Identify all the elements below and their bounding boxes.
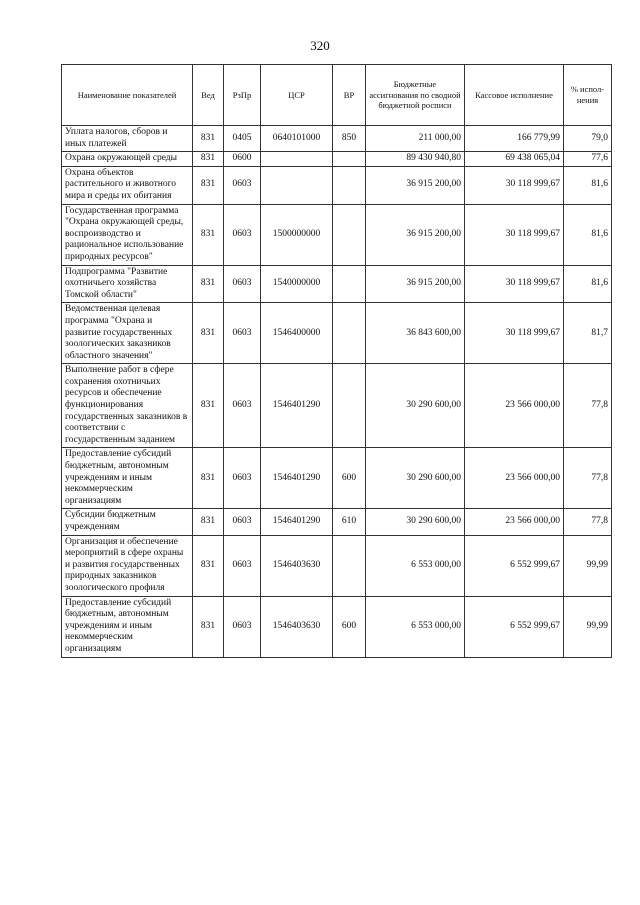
header-budget: Бюджетные ассигнования по сводной бюджетной росписи	[366, 65, 465, 126]
row-csr: 1546403630	[261, 535, 333, 596]
row-vr: 850	[333, 126, 366, 152]
row-ved: 831	[193, 152, 224, 167]
row-pct: 99,99	[564, 596, 612, 657]
header-name: Наименование показателей	[62, 65, 193, 126]
table-row	[62, 265, 612, 303]
row-pct: 77,6	[564, 152, 612, 167]
row-cash: 6 552 999,67	[465, 535, 564, 596]
row-name: Выполнение работ в сфере сохранения охотничьих ресурсов и обеспечение функционирования государственных заказников в соответствии с государственным заданием	[62, 364, 193, 448]
row-pct: 81,6	[564, 166, 612, 204]
table-row	[62, 204, 612, 265]
row-vr	[333, 152, 366, 167]
row-budget: 6 553 000,00	[366, 535, 465, 596]
row-pct: 77,8	[564, 448, 612, 509]
row-csr: 1546401290	[261, 509, 333, 535]
row-budget: 36 843 600,00	[366, 303, 465, 364]
row-name: Подпрограмма "Развитие охотничьего хозяйства Томской области"	[62, 265, 193, 303]
row-vr	[333, 166, 366, 204]
row-csr	[261, 166, 333, 204]
row-pct: 77,8	[564, 364, 612, 448]
budget-table	[61, 64, 612, 658]
row-ved: 831	[193, 509, 224, 535]
row-cash: 69 438 065,04	[465, 152, 564, 167]
row-budget: 36 915 200,00	[366, 265, 465, 303]
row-rzpr: 0600	[224, 152, 261, 167]
row-csr: 1546401290	[261, 448, 333, 509]
row-csr	[261, 152, 333, 167]
row-cash: 23 566 000,00	[465, 448, 564, 509]
row-csr: 0640101000	[261, 126, 333, 152]
row-rzpr: 0603	[224, 364, 261, 448]
row-csr: 1500000000	[261, 204, 333, 265]
row-cash: 30 118 999,67	[465, 265, 564, 303]
table-row	[62, 166, 612, 204]
table-row	[62, 509, 612, 535]
row-budget: 6 553 000,00	[366, 596, 465, 657]
header-rzpr: РзПр	[224, 65, 261, 126]
row-name: Предоставление субсидий бюджетным, автономным учреждениям и иным некоммерческим организациям	[62, 448, 193, 509]
row-csr: 1546401290	[261, 364, 333, 448]
row-vr	[333, 364, 366, 448]
table-row	[62, 364, 612, 448]
table-row	[62, 152, 612, 167]
row-cash: 166 779,99	[465, 126, 564, 152]
header-ved: Вед	[193, 65, 224, 126]
row-csr: 1546400000	[261, 303, 333, 364]
row-ved: 831	[193, 265, 224, 303]
header-pct: % испол-нения	[564, 65, 612, 126]
row-ved: 831	[193, 126, 224, 152]
row-ved: 831	[193, 204, 224, 265]
row-name: Охрана окружающей среды	[62, 152, 193, 167]
row-pct: 99,99	[564, 535, 612, 596]
row-name: Уплата налогов, сборов и иных платежей	[62, 126, 193, 152]
row-ved: 831	[193, 364, 224, 448]
row-budget: 211 000,00	[366, 126, 465, 152]
row-ved: 831	[193, 596, 224, 657]
header-row	[62, 65, 612, 126]
row-vr	[333, 204, 366, 265]
row-pct: 79,0	[564, 126, 612, 152]
row-pct: 81,6	[564, 265, 612, 303]
row-cash: 30 118 999,67	[465, 303, 564, 364]
row-ved: 831	[193, 448, 224, 509]
row-vr	[333, 535, 366, 596]
row-name: Субсидии бюджетным учреждениям	[62, 509, 193, 535]
row-budget: 30 290 600,00	[366, 364, 465, 448]
row-rzpr: 0603	[224, 303, 261, 364]
row-csr: 1546403630	[261, 596, 333, 657]
row-rzpr: 0405	[224, 126, 261, 152]
row-budget: 30 290 600,00	[366, 448, 465, 509]
row-vr	[333, 303, 366, 364]
row-rzpr: 0603	[224, 265, 261, 303]
row-rzpr: 0603	[224, 596, 261, 657]
row-rzpr: 0603	[224, 204, 261, 265]
header-csr: ЦСР	[261, 65, 333, 126]
row-ved: 831	[193, 303, 224, 364]
row-pct: 77,8	[564, 509, 612, 535]
table-row	[62, 303, 612, 364]
row-cash: 6 552 999,67	[465, 596, 564, 657]
table-row	[62, 126, 612, 152]
row-pct: 81,6	[564, 204, 612, 265]
row-budget: 89 430 940,80	[366, 152, 465, 167]
row-name: Ведомственная целевая программа "Охрана и развитие государственных зоологических заказников областного значения"	[62, 303, 193, 364]
row-rzpr: 0603	[224, 535, 261, 596]
row-ved: 831	[193, 166, 224, 204]
row-name: Организация и обеспечение мероприятий в сфере охраны и развития государственных природных заказников зоологического профиля	[62, 535, 193, 596]
row-budget: 30 290 600,00	[366, 509, 465, 535]
row-cash: 30 118 999,67	[465, 166, 564, 204]
row-cash: 23 566 000,00	[465, 364, 564, 448]
row-cash: 23 566 000,00	[465, 509, 564, 535]
row-rzpr: 0603	[224, 166, 261, 204]
row-csr: 1540000000	[261, 265, 333, 303]
page-number: 320	[310, 38, 330, 53]
row-budget: 36 915 200,00	[366, 204, 465, 265]
row-cash: 30 118 999,67	[465, 204, 564, 265]
row-budget: 36 915 200,00	[366, 166, 465, 204]
row-name: Государственная программа "Охрана окружающей среды, воспроизводство и рациональное использование природных ресурсов"	[62, 204, 193, 265]
row-vr: 610	[333, 509, 366, 535]
row-vr: 600	[333, 596, 366, 657]
row-pct: 81,7	[564, 303, 612, 364]
table-row	[62, 596, 612, 657]
table-row	[62, 535, 612, 596]
row-name: Предоставление субсидий бюджетным, автономным учреждениям и иным некоммерческим организациям	[62, 596, 193, 657]
row-vr: 600	[333, 448, 366, 509]
row-name: Охрана объектов растительного и животного мира и среды их обитания	[62, 166, 193, 204]
row-ved: 831	[193, 535, 224, 596]
row-rzpr: 0603	[224, 509, 261, 535]
header-vr: ВР	[333, 65, 366, 126]
row-vr	[333, 265, 366, 303]
table-row	[62, 448, 612, 509]
row-rzpr: 0603	[224, 448, 261, 509]
header-cash: Кассовое исполнение	[465, 65, 564, 126]
